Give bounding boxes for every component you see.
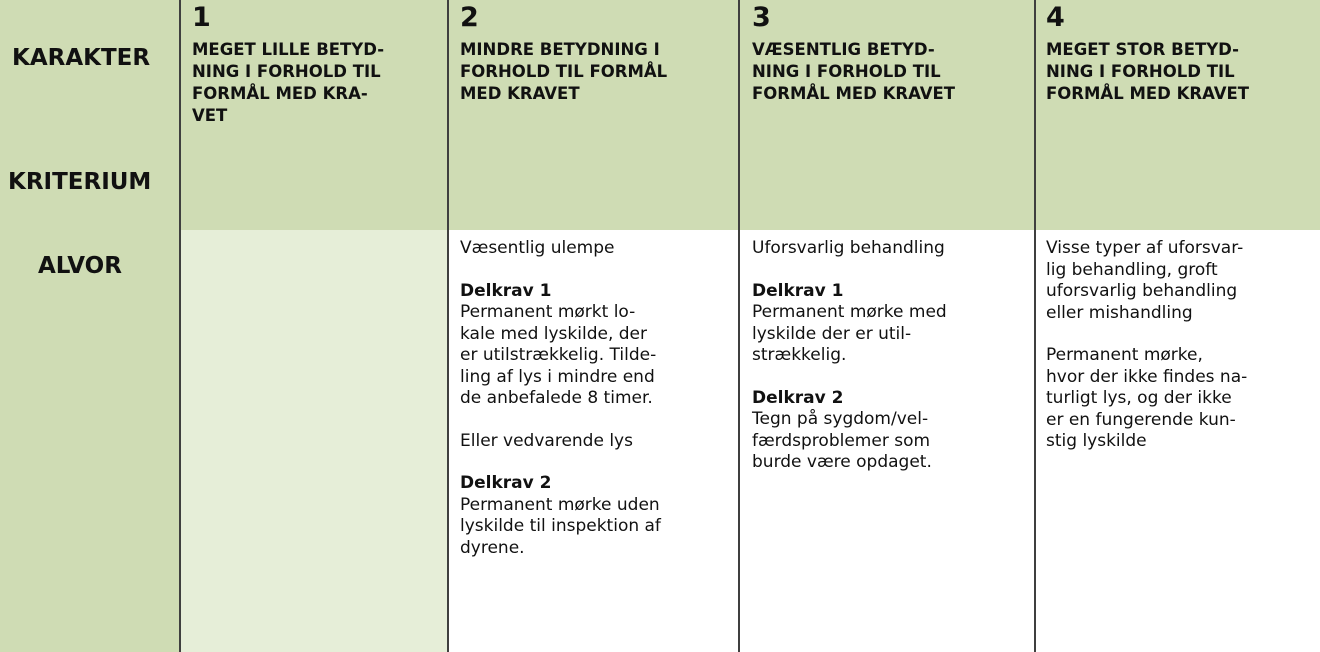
column-separator-3: [738, 0, 740, 652]
col4-intro: Visse typer af uforsvar- lig behandling, groft uforsvarlig behandling eller mishandling: [1046, 238, 1244, 323]
column-4-description: MEGET STOR BETYD- NING I FORHOLD TIL FORMÅL MED KRAVET: [1046, 40, 1250, 103]
column-2-number: 2: [460, 2, 479, 33]
header-column-4: [1046, 0, 1316, 230]
column-1-number: 1: [192, 2, 211, 33]
col4-text: Permanent mørke, hvor der ikke findes na- turligt lys, og der ikke er en fungerende kun- stig lyskilde: [1046, 345, 1248, 451]
column-separator-2: [447, 0, 449, 652]
header-column-1: [192, 0, 442, 230]
alvor-column-3-cell: [752, 238, 1030, 474]
alvor-column-2-cell: [460, 238, 735, 559]
col3-delkrav1-title: Delkrav 1: [752, 280, 844, 301]
col3-delkrav2-title: Delkrav 2: [752, 387, 844, 408]
col2-delkrav1-text: Permanent mørkt lo- kale med lyskilde, der er utilstrækkelig. Tilde- ling af lys i mindre end de anbefalede 8 timer.: [460, 302, 657, 408]
kriterium-label: KRITERIUM: [8, 169, 152, 195]
col2-intro: Væsentlig ulempe: [460, 238, 615, 258]
col3-intro: Uforsvarlig behandling: [752, 238, 945, 258]
header-column-3: [752, 0, 1030, 230]
col3-delkrav1-text: Permanent mørke med lyskilde der er util- strækkelig.: [752, 302, 947, 365]
col2-delkrav2-title: Delkrav 2: [460, 473, 552, 493]
karakter-label: KARAKTER: [12, 45, 151, 71]
column-separator-4: [1034, 0, 1036, 652]
column-4-number: 4: [1046, 2, 1065, 33]
header-column-2: [460, 0, 736, 230]
column-3-number: 3: [752, 2, 771, 33]
col2-delkrav1-title: Delkrav 1: [460, 280, 552, 301]
alvor-column-4-cell: [1046, 238, 1316, 453]
column-3-description: VÆSENTLIG BETYD- NING I FORHOLD TIL FORMÅL MED KRAVET: [752, 40, 956, 103]
col3-delkrav2-text: Tegn på sygdom/vel- færdsproblemer som burde være opdaget.: [752, 409, 932, 472]
col2-alternative: Eller vedvarende lys: [460, 430, 633, 451]
alvor-label: ALVOR: [38, 253, 122, 279]
col2-delkrav2-text: Permanent mørke uden lyskilde til inspektion af dyrene.: [460, 494, 661, 558]
column-separator-1: [179, 0, 181, 652]
column-1-description: MEGET LILLE BETYD- NING I FORHOLD TIL FORMÅL MED KRA- VET: [192, 40, 385, 125]
column-2-description: MINDRE BETYDNING I FORHOLD TIL FORMÅL MED KRAVET: [460, 40, 668, 103]
